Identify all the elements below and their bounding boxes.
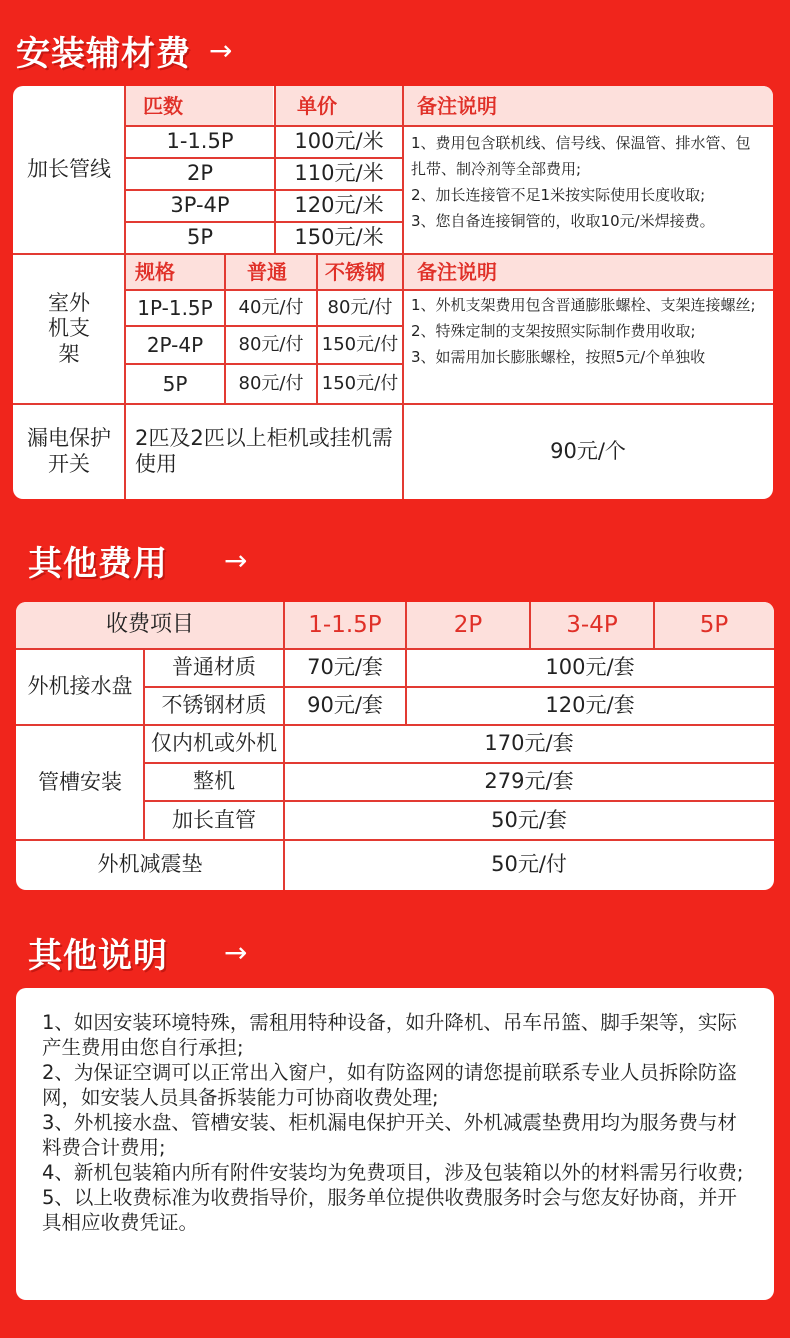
pipe-spec: 5P — [186, 225, 214, 250]
pad-price: 50元/付 — [491, 852, 567, 877]
bracket-label — [13, 254, 125, 404]
note-line: 2、加长连接管不足1米按实际使用长度收取; — [411, 186, 706, 204]
arrow-right-icon: → — [224, 936, 249, 969]
duct-price: 279元/套 — [484, 769, 574, 794]
note-paragraph: 3、外机接水盘、管槽安装、柜机漏电保护开关、外机减震垫费用均为服务费与材料费合计费用; — [42, 1111, 737, 1159]
pipe-notes — [403, 130, 773, 254]
header-pishu: 匹数 — [143, 94, 183, 118]
header-spec: 规格 — [135, 260, 175, 284]
header-size: 2P — [453, 611, 483, 638]
note-paragraph: 4、新机包装箱内所有附件安装均为免费项目，涉及包装箱以外的材料需另行收费; — [42, 1161, 744, 1184]
bracket-spec: 2P-4P — [146, 333, 204, 357]
note-line: 3、您自备连接铜管的，收取10元/米焊接费。 — [411, 212, 715, 230]
title-text: 其他说明 — [28, 936, 168, 976]
note-line: 1、外机支架费用包含晋通膨胀螺栓、支架连接螺丝; — [411, 296, 756, 314]
header-note: 备注说明 — [417, 260, 497, 284]
breaker-desc-text: 2匹及2匹以上柜机或挂机需使用 — [135, 426, 393, 476]
pipe-label: 加长管线 — [27, 157, 111, 182]
install-materials-table — [13, 86, 773, 499]
drain-price-small: 90元/套 — [307, 693, 383, 718]
header-size: 1-1.5P — [308, 611, 382, 638]
drain-material: 不锈钢材质 — [161, 693, 267, 718]
bracket-normal: 40元/付 — [238, 297, 304, 319]
bracket-label-text: 室外机支架 — [48, 291, 90, 366]
bracket-steel: 150元/付 — [321, 334, 399, 356]
other-fees-table — [16, 602, 774, 890]
section-title-install — [16, 26, 233, 75]
bracket-steel: 150元/付 — [321, 373, 399, 395]
note-line: 2、特殊定制的支架按照实际制作费用收取; — [411, 322, 696, 340]
breaker-label — [13, 404, 125, 499]
notes-text — [42, 1010, 754, 1235]
header-item: 收费项目 — [105, 612, 194, 638]
note-line: 3、如需用加长膨胀螺栓，按照5元/个单独收 — [411, 348, 706, 366]
pipe-price: 100元/米 — [294, 129, 384, 154]
header-steel: 不锈钢 — [325, 260, 385, 284]
other-notes-card — [16, 988, 774, 1300]
breaker-label-text: 漏电保护开关 — [27, 426, 111, 476]
bracket-spec: 1P-1.5P — [137, 296, 213, 320]
duct-type: 仅内机或外机 — [151, 731, 277, 756]
arrow-right-icon: → — [209, 34, 234, 67]
note-paragraph: 2、为保证空调可以正常出入窗户，如有防盗网的请您提前联系专业人员拆除防盗网，如安装人员具备拆装能力可协商收费处理; — [42, 1061, 737, 1109]
pipe-price: 120元/米 — [294, 193, 384, 218]
pad-label: 外机减震垫 — [97, 852, 203, 877]
pipe-spec: 3P-4P — [170, 193, 230, 218]
duct-price: 50元/套 — [491, 807, 567, 832]
duct-price: 170元/套 — [484, 731, 574, 756]
note-paragraph: 1、如因安装环境特殊，需租用特种设备，如升降机、吊车吊篮、脚手架等，实际产生费用由您自行承担; — [42, 1011, 737, 1059]
drain-price-large: 100元/套 — [545, 655, 635, 680]
pipe-price: 110元/米 — [294, 161, 384, 186]
breaker-desc — [125, 404, 403, 499]
pipe-price: 150元/米 — [294, 225, 384, 250]
arrow-right-icon: → — [224, 544, 249, 577]
note-line: 1、费用包含联机线、信号线、保温管、排水管、包扎带、制冷剂等全部费用; — [411, 134, 751, 178]
bracket-spec: 5P — [162, 372, 188, 396]
header-size: 5P — [699, 611, 729, 638]
section-title-other-fees — [28, 536, 248, 585]
section-title-notes — [28, 928, 248, 977]
bracket-normal: 80元/付 — [238, 373, 304, 395]
note-paragraph: 5、以上收费标准为收费指导价，服务单位提供收费服务时会与您友好协商，并开具相应收费凭证。 — [42, 1186, 737, 1234]
breaker-price: 90元/个 — [550, 438, 626, 463]
drain-price-small: 70元/套 — [307, 655, 383, 680]
duct-type: 加长直管 — [172, 807, 256, 832]
header-price: 单价 — [297, 94, 337, 118]
pipe-spec: 1-1.5P — [166, 129, 234, 154]
title-text: 其他费用 — [28, 544, 168, 584]
bracket-notes — [403, 292, 773, 404]
pipe-spec: 2P — [186, 161, 214, 186]
bracket-steel: 80元/付 — [327, 297, 393, 319]
drain-price-large: 120元/套 — [545, 693, 635, 718]
duct-type: 整机 — [193, 769, 235, 794]
drain-label: 外机接水盘 — [27, 674, 133, 699]
drain-material: 普通材质 — [172, 655, 256, 680]
header-note: 备注说明 — [417, 94, 497, 118]
header-size: 3-4P — [566, 611, 618, 638]
duct-label: 管槽安装 — [38, 769, 122, 794]
bracket-normal: 80元/付 — [238, 334, 304, 356]
header-normal: 普通 — [247, 260, 287, 284]
title-text: 安装辅材费 — [16, 34, 191, 74]
